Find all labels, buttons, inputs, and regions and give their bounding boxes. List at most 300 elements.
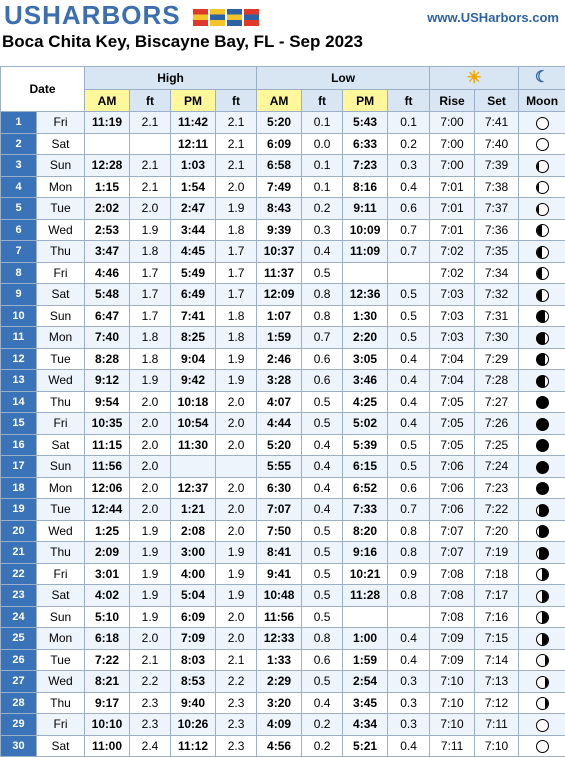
sunrise-time: 7:10	[430, 671, 475, 693]
high-pm-time: 9:04	[171, 348, 216, 370]
date-number: 13	[1, 370, 37, 392]
high-am-time: 10:10	[85, 714, 130, 736]
page-header	[0, 0, 565, 58]
low-am-height: 0.5	[302, 585, 343, 607]
low-am-time: 7:50	[257, 520, 302, 542]
high-pm-height: 1.8	[216, 327, 257, 349]
high-am-time: 12:28	[85, 155, 130, 177]
day-cell: Tue	[37, 649, 85, 671]
table-row	[1, 735, 565, 757]
high-am-height: 1.8	[130, 241, 171, 263]
high-pm-height: 2.2	[216, 671, 257, 693]
sunrise-time: 7:01	[430, 176, 475, 198]
high-pm-height: 1.9	[216, 348, 257, 370]
moon-phase-cell	[519, 714, 565, 736]
day-cell: Thu	[37, 391, 85, 413]
low-am-time: 7:49	[257, 176, 302, 198]
sunrise-time: 7:07	[430, 542, 475, 564]
moon-phase-cell	[519, 112, 565, 134]
sunrise-time: 7:00	[430, 155, 475, 177]
high-am-time: 8:28	[85, 348, 130, 370]
high-pm-height: 2.0	[216, 520, 257, 542]
table-row	[1, 112, 565, 134]
low-pm-height: 0.3	[388, 692, 430, 714]
date-number: 18	[1, 477, 37, 499]
day-cell: Wed	[37, 219, 85, 241]
sunset-time: 7:27	[475, 391, 519, 413]
high-pm-height: 1.9	[216, 198, 257, 220]
high-pm-height: 1.7	[216, 241, 257, 263]
waxing-gibbous-moon-icon	[536, 676, 549, 689]
high-am-height: 2.0	[130, 456, 171, 478]
low-am-time: 4:56	[257, 735, 302, 757]
low-pm-height: 0.1	[388, 112, 430, 134]
waxing-crescent-moon-icon	[536, 525, 549, 538]
moon-phase-cell	[519, 219, 565, 241]
waning-crescent-moon-icon	[536, 310, 549, 323]
high-pm-time: 10:26	[171, 714, 216, 736]
day-cell: Mon	[37, 477, 85, 499]
date-number: 10	[1, 305, 37, 327]
sunrise-time: 7:06	[430, 477, 475, 499]
sunset-time: 7:24	[475, 456, 519, 478]
date-header: Date	[1, 67, 85, 112]
usharbors-logo	[4, 2, 261, 28]
sunrise-time: 7:00	[430, 112, 475, 134]
low-am-time: 6:30	[257, 477, 302, 499]
low-pm-time: 12:36	[343, 284, 388, 306]
low-am-time: 3:28	[257, 370, 302, 392]
high-am-height: 1.9	[130, 563, 171, 585]
new-moon-icon	[536, 439, 549, 452]
date-number: 19	[1, 499, 37, 521]
sunset-time: 7:16	[475, 606, 519, 628]
date-number: 17	[1, 456, 37, 478]
first-quarter-moon-icon	[536, 590, 549, 603]
sunrise-time: 7:03	[430, 305, 475, 327]
day-cell: Fri	[37, 413, 85, 435]
waxing-crescent-moon-icon	[536, 504, 549, 517]
low-pm-time	[343, 606, 388, 628]
high-am-time: 2:02	[85, 198, 130, 220]
day-cell: Tue	[37, 198, 85, 220]
high-pm-time: 11:30	[171, 434, 216, 456]
low-pm-time: 1:59	[343, 649, 388, 671]
low-pm-height	[388, 606, 430, 628]
day-cell: Wed	[37, 520, 85, 542]
low-pm-height: 0.5	[388, 456, 430, 478]
sunrise-time: 7:05	[430, 391, 475, 413]
table-row	[1, 413, 565, 435]
high-am-height: 2.3	[130, 714, 171, 736]
high-am-ft-header: ft	[130, 90, 171, 112]
low-am-height: 0.7	[302, 327, 343, 349]
low-pm-height: 0.4	[388, 391, 430, 413]
high-pm-height: 2.3	[216, 692, 257, 714]
waning-gibbous-moon-icon	[536, 181, 549, 194]
moon-header	[519, 67, 565, 90]
day-cell: Thu	[37, 241, 85, 263]
day-cell: Wed	[37, 370, 85, 392]
low-am-height: 0.6	[302, 348, 343, 370]
signal-flags-icon	[193, 2, 261, 28]
day-cell: Sun	[37, 155, 85, 177]
sunrise-time: 7:08	[430, 563, 475, 585]
sunrise-time: 7:05	[430, 413, 475, 435]
sunrise-time: 7:09	[430, 649, 475, 671]
sunrise-time: 7:11	[430, 735, 475, 757]
date-number: 26	[1, 649, 37, 671]
last-quarter-moon-icon	[536, 246, 549, 259]
high-am-height: 2.1	[130, 112, 171, 134]
day-cell: Tue	[37, 348, 85, 370]
low-am-time: 1:07	[257, 305, 302, 327]
day-cell: Sat	[37, 434, 85, 456]
low-pm-height: 0.4	[388, 649, 430, 671]
high-am-height: 2.0	[130, 477, 171, 499]
table-row	[1, 456, 565, 478]
high-pm-height: 2.0	[216, 628, 257, 650]
moon-phase-cell	[519, 649, 565, 671]
table-row	[1, 348, 565, 370]
high-pm-time: 12:37	[171, 477, 216, 499]
low-pm-height: 0.4	[388, 370, 430, 392]
high-am-height: 1.9	[130, 606, 171, 628]
low-am-time: 2:46	[257, 348, 302, 370]
low-pm-time: 3:45	[343, 692, 388, 714]
moon-shadow	[537, 204, 539, 215]
sunset-time: 7:37	[475, 198, 519, 220]
logo-harbors: HARBORS	[42, 0, 180, 30]
low-am-height: 0.6	[302, 649, 343, 671]
high-am-height: 1.8	[130, 348, 171, 370]
moon-phase-cell	[519, 155, 565, 177]
high-am-height: 1.7	[130, 305, 171, 327]
high-am-height: 2.0	[130, 628, 171, 650]
low-pm-ft-header: ft	[388, 90, 430, 112]
low-am-height: 0.5	[302, 391, 343, 413]
high-pm-height: 2.1	[216, 133, 257, 155]
sunset-time: 7:40	[475, 133, 519, 155]
low-am-height: 0.4	[302, 456, 343, 478]
date-number: 15	[1, 413, 37, 435]
high-pm-time: 6:49	[171, 284, 216, 306]
high-pm-time: 11:12	[171, 735, 216, 757]
date-number: 6	[1, 219, 37, 241]
low-am-height: 0.2	[302, 735, 343, 757]
waxing-crescent-moon-icon	[536, 547, 549, 560]
waxing-gibbous-moon-icon	[536, 697, 549, 710]
low-pm-height: 0.7	[388, 219, 430, 241]
low-am-time: 5:20	[257, 434, 302, 456]
low-am-time: 6:58	[257, 155, 302, 177]
moon-shadow	[545, 677, 547, 688]
moon-phase-cell	[519, 284, 565, 306]
moon-phase-cell	[519, 692, 565, 714]
date-number: 5	[1, 198, 37, 220]
low-pm-header: PM	[343, 90, 388, 112]
sunrise-time: 7:06	[430, 499, 475, 521]
high-pm-height: 2.0	[216, 477, 257, 499]
high-pm-time: 8:03	[171, 649, 216, 671]
high-am-time: 2:53	[85, 219, 130, 241]
low-am-height: 0.4	[302, 241, 343, 263]
low-pm-time: 9:16	[343, 542, 388, 564]
table-row	[1, 520, 565, 542]
high-am-height: 1.9	[130, 219, 171, 241]
table-row	[1, 327, 565, 349]
sunset-time: 7:36	[475, 219, 519, 241]
sunset-time: 7:29	[475, 348, 519, 370]
high-header: High	[85, 67, 257, 90]
date-number: 7	[1, 241, 37, 263]
low-am-time: 7:07	[257, 499, 302, 521]
table-row	[1, 241, 565, 263]
day-cell: Sat	[37, 735, 85, 757]
full-moon-icon	[536, 138, 549, 151]
moon-phase-cell	[519, 262, 565, 284]
high-am-height: 2.4	[130, 735, 171, 757]
moon-phase-cell	[519, 434, 565, 456]
low-am-height: 0.4	[302, 692, 343, 714]
sunrise-time: 7:02	[430, 262, 475, 284]
waning-crescent-moon-icon	[536, 332, 549, 345]
low-pm-time: 4:25	[343, 391, 388, 413]
day-cell: Thu	[37, 542, 85, 564]
last-quarter-moon-icon	[536, 267, 549, 280]
high-am-height: 1.9	[130, 370, 171, 392]
low-am-time: 8:41	[257, 542, 302, 564]
low-pm-height: 0.9	[388, 563, 430, 585]
high-pm-height: 2.1	[216, 112, 257, 134]
low-am-height: 0.8	[302, 628, 343, 650]
date-number: 29	[1, 714, 37, 736]
low-pm-time: 10:21	[343, 563, 388, 585]
low-am-header: AM	[257, 90, 302, 112]
moon-phase-header: Moon	[519, 90, 565, 112]
low-am-height: 0.1	[302, 155, 343, 177]
high-pm-time: 8:53	[171, 671, 216, 693]
high-am-height: 1.9	[130, 542, 171, 564]
low-pm-time: 11:09	[343, 241, 388, 263]
high-am-time: 6:18	[85, 628, 130, 650]
table-row	[1, 434, 565, 456]
high-pm-height: 2.0	[216, 176, 257, 198]
moon-phase-cell	[519, 176, 565, 198]
low-am-ft-header: ft	[302, 90, 343, 112]
date-number: 25	[1, 628, 37, 650]
high-pm-time: 3:00	[171, 542, 216, 564]
sunrise-time: 7:01	[430, 198, 475, 220]
low-am-time: 1:59	[257, 327, 302, 349]
sunrise-header: Rise	[430, 90, 475, 112]
low-pm-height: 0.4	[388, 348, 430, 370]
high-pm-time: 4:00	[171, 563, 216, 585]
moon-phase-cell	[519, 628, 565, 650]
high-pm-time: 10:54	[171, 413, 216, 435]
table-row	[1, 692, 565, 714]
low-am-height: 0.5	[302, 606, 343, 628]
high-am-height: 2.0	[130, 434, 171, 456]
sunset-time: 7:30	[475, 327, 519, 349]
table-row	[1, 499, 565, 521]
full-moon-icon	[536, 740, 549, 753]
high-pm-height: 1.9	[216, 563, 257, 585]
date-number: 3	[1, 155, 37, 177]
low-pm-time: 9:11	[343, 198, 388, 220]
moon-phase-cell	[519, 606, 565, 628]
sunrise-time: 7:08	[430, 606, 475, 628]
sunrise-time: 7:04	[430, 348, 475, 370]
table-row	[1, 477, 565, 499]
day-cell: Mon	[37, 628, 85, 650]
high-am-time: 6:47	[85, 305, 130, 327]
moon-phase-cell	[519, 563, 565, 585]
moon-shadow	[545, 354, 548, 365]
high-pm-time: 11:42	[171, 112, 216, 134]
low-pm-time: 5:21	[343, 735, 388, 757]
high-pm-height: 2.0	[216, 434, 257, 456]
sunset-time: 7:17	[475, 585, 519, 607]
table-row	[1, 305, 565, 327]
table-row	[1, 628, 565, 650]
low-pm-height: 0.7	[388, 499, 430, 521]
sunset-time: 7:10	[475, 735, 519, 757]
low-am-time: 9:39	[257, 219, 302, 241]
high-pm-time: 6:09	[171, 606, 216, 628]
high-pm-height: 1.9	[216, 370, 257, 392]
moon-shadow	[537, 182, 539, 193]
high-am-height: 2.0	[130, 198, 171, 220]
table-row	[1, 563, 565, 585]
moon-shadow	[542, 634, 548, 645]
last-quarter-moon-icon	[536, 289, 549, 302]
high-am-time: 9:17	[85, 692, 130, 714]
sunset-time: 7:39	[475, 155, 519, 177]
moon-shadow	[545, 655, 547, 666]
high-am-height: 2.2	[130, 671, 171, 693]
signal-flag-icon	[193, 9, 208, 26]
high-am-time: 12:06	[85, 477, 130, 499]
high-am-time: 3:47	[85, 241, 130, 263]
low-am-time: 1:33	[257, 649, 302, 671]
sunrise-time: 7:06	[430, 456, 475, 478]
low-pm-time: 8:16	[343, 176, 388, 198]
high-pm-height: 2.0	[216, 499, 257, 521]
low-pm-height: 0.5	[388, 434, 430, 456]
low-am-time: 4:09	[257, 714, 302, 736]
moon-phase-cell	[519, 542, 565, 564]
low-pm-time: 5:39	[343, 434, 388, 456]
high-pm-time: 2:08	[171, 520, 216, 542]
tide-table	[0, 66, 565, 757]
sunset-time: 7:13	[475, 671, 519, 693]
high-pm-time: 1:21	[171, 499, 216, 521]
low-pm-time: 5:02	[343, 413, 388, 435]
low-pm-height: 0.8	[388, 585, 430, 607]
date-number: 16	[1, 434, 37, 456]
low-am-height: 0.5	[302, 520, 343, 542]
high-am-time: 7:22	[85, 649, 130, 671]
low-am-time: 3:20	[257, 692, 302, 714]
high-am-height: 1.9	[130, 520, 171, 542]
day-cell: Mon	[37, 176, 85, 198]
low-am-time: 6:09	[257, 133, 302, 155]
day-cell: Sun	[37, 456, 85, 478]
table-row	[1, 219, 565, 241]
moon-shadow	[545, 376, 548, 387]
low-pm-time: 11:28	[343, 585, 388, 607]
first-quarter-moon-icon	[536, 633, 549, 646]
low-am-time: 5:55	[257, 456, 302, 478]
low-am-height: 0.5	[302, 542, 343, 564]
sunrise-time: 7:03	[430, 284, 475, 306]
low-am-height: 0.5	[302, 563, 343, 585]
sunrise-time: 7:05	[430, 434, 475, 456]
high-pm-time: 1:03	[171, 155, 216, 177]
site-url[interactable]: www.USHarbors.com	[427, 10, 559, 25]
high-pm-time: 7:41	[171, 305, 216, 327]
date-number: 21	[1, 542, 37, 564]
waning-gibbous-moon-icon	[536, 203, 549, 216]
high-am-time: 8:21	[85, 671, 130, 693]
moon-shadow	[542, 612, 548, 623]
low-pm-time: 4:34	[343, 714, 388, 736]
date-number: 27	[1, 671, 37, 693]
high-am-time	[85, 133, 130, 155]
moon-phase-cell	[519, 348, 565, 370]
low-pm-time: 8:20	[343, 520, 388, 542]
sunset-time: 7:11	[475, 714, 519, 736]
signal-flag-icon	[227, 9, 242, 26]
sunset-time: 7:26	[475, 413, 519, 435]
moon-shadow	[537, 505, 540, 516]
high-am-height: 1.8	[130, 327, 171, 349]
moon-shadow	[537, 548, 540, 559]
sunrise-time: 7:07	[430, 520, 475, 542]
moon-shadow	[545, 333, 548, 344]
low-am-height: 0.4	[302, 434, 343, 456]
moon-phase-cell	[519, 327, 565, 349]
low-pm-time: 6:15	[343, 456, 388, 478]
low-pm-time: 7:23	[343, 155, 388, 177]
low-am-height: 0.4	[302, 477, 343, 499]
sun-header	[430, 67, 519, 90]
date-number: 30	[1, 735, 37, 757]
low-pm-time: 10:09	[343, 219, 388, 241]
low-pm-time: 2:54	[343, 671, 388, 693]
high-pm-height: 1.7	[216, 284, 257, 306]
high-am-height: 1.7	[130, 284, 171, 306]
low-am-height: 0.3	[302, 219, 343, 241]
high-pm-height: 1.8	[216, 305, 257, 327]
high-am-height: 2.1	[130, 649, 171, 671]
low-pm-time	[343, 262, 388, 284]
moon-phase-cell	[519, 305, 565, 327]
low-pm-time: 5:43	[343, 112, 388, 134]
sunrise-time: 7:04	[430, 370, 475, 392]
date-number: 11	[1, 327, 37, 349]
table-row	[1, 671, 565, 693]
low-am-time: 5:20	[257, 112, 302, 134]
date-number: 9	[1, 284, 37, 306]
waning-crescent-moon-icon	[536, 375, 549, 388]
low-am-height: 0.6	[302, 370, 343, 392]
date-number: 2	[1, 133, 37, 155]
high-am-height: 1.9	[130, 585, 171, 607]
low-am-height: 0.5	[302, 262, 343, 284]
high-pm-height: 1.9	[216, 542, 257, 564]
